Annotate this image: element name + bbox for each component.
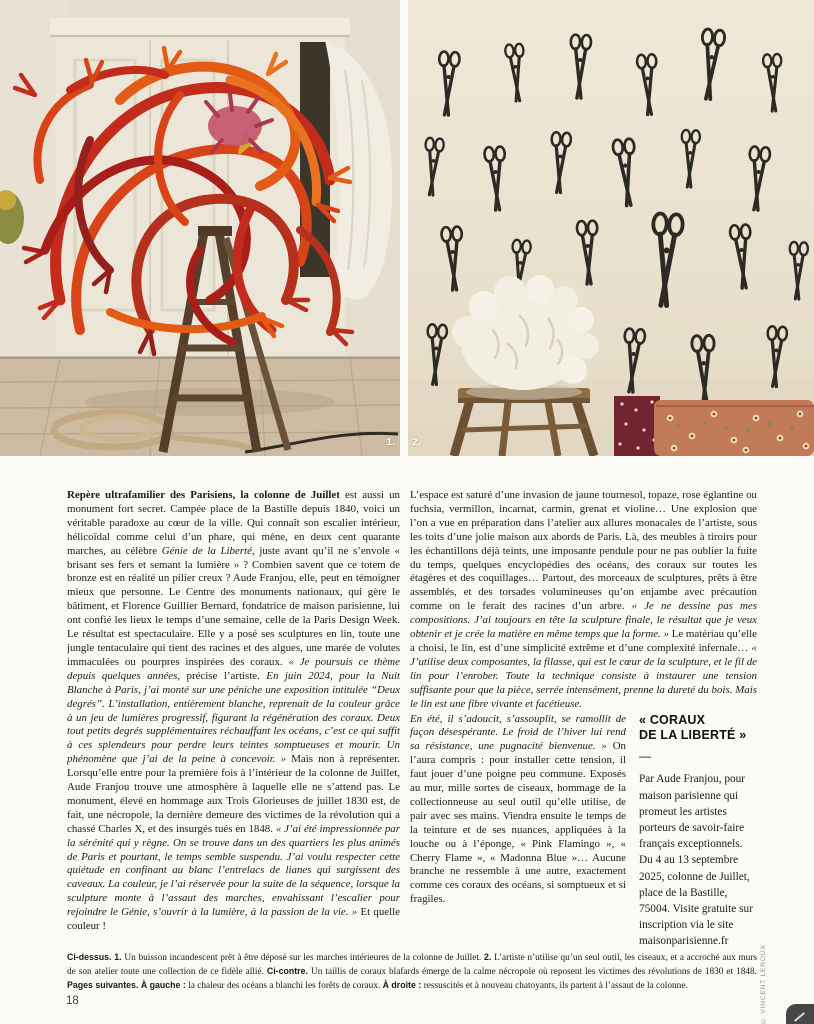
photo-coral-sculpture — [0, 0, 400, 456]
photo-label-2: 2. — [412, 436, 421, 448]
article-right-segment1: L’espace est saturé d’une invasion de jaune tournesol, topaze, rose églantine ou fuchsia, vermillon, incarnat, carmin, grenat et violine… Une explosion que l’on a vue en préparation dans l’atelier aux allures monacales de l’artiste, sous les toits d’une jolie maison aux abords de Paris. Là, des meubles à tiroirs pour les échantillons déjà teints, une imposante pendule pour ne pas oublier la fuite du temps, quelques encyclopédies des océans, des coraux sur toutes les étagères et des coquillages… Partout, des morceaux de sculptures, prêts à être assemblés, et des torsades volumineuses qu’on enjambe avec précaution comme on le ferait des racines d’un arbre. « Je ne dessine pas mes compositions. J’ai toujours en tête la sculpture finale, le résultat que je veux obtenir et je crée la matière en même temps que la forme. » Le matériau qu’elle a choisi, le lin, est d’une simplicité extrême et d’une complexité infernale… « J’utilise deux composantes, la filasse, qui est le cœur de la sculpture, et le fil de lin pour l’enrober. Toute la technique consiste à instaurer une tension suffisante pour que la pièce, serrée intensément, prenne la dureté du bois. Mais le lin est une fibre vivante et facétieuse. — [410, 489, 757, 710]
sidebar-heading-line2: DE LA LIBERTÉ » — [639, 728, 747, 742]
sidebar-heading-line1: « CORAUX — [639, 712, 706, 727]
article-right-segment2: En été, il s’adoucit, s’assouplit, se ramollit de façon désespérante. Le froid de l’hiver lui rend sa résistance, une pugnacité bienvenue. » On l’aura compris : pour installer cette tension, il faut jouer d’une poigne peu commune. Exposés au mur, mille sortes de ciseaux, hommage de la collectionneuse au seul outil qu’elle utilise, de pair avec ses mains. Viendra ensuite le temps de la teinture et de ses nuances, appliquées à la louche ou à l’éponge, « Pink Flamingo », « Cherry Flame », « Madonna Blue »… Aucune branche ne ressemble à une autre, exactement comme ces coraux des océans, si somptueux et si fragiles. — [410, 712, 626, 906]
photo-scissors-wall — [408, 0, 814, 456]
photographer-credit: © VINCENT LEROUX — [760, 944, 767, 1024]
sofa-cushions — [614, 396, 814, 456]
sidebar-body: Par Aude Franjou, pour maison parisienne qui promeut les artistes porteurs de savoir-faire français exceptionnels. Du 4 au 13 septembre 2025, colonne de Juillet, place de la Bastille, 75004. Visite gratuite sur inscription via le site maisonparisienne.fr — [639, 773, 753, 948]
photo-captions: Ci-dessus. 1. Un buisson incandescent prêt à être déposé sur les marches intérieures de la colonne de Juillet. 2. L’artiste n’utilise qu’un seul outil, les ciseaux, et a accroché aux murs de son atelier toute une collection de ce fidèle allié. Ci-contre. Un taillis de coraux blafards émerge de la calme nécropole où reposent les victimes des révolutions de 1830 et 1848. Pages suivantes. À gauche : la chaleur des océans a blanchi les forêts de coraux. À droite : ressuscités et à nouveau chatoyants, ils partent à l’assaut de la colonne. — [67, 952, 758, 991]
pen-icon — [794, 1012, 805, 1022]
exhibition-info-sidebar — [639, 713, 757, 950]
photo-label-1: 1. — [386, 436, 395, 448]
sidebar-dash: — — [639, 748, 651, 763]
article-left-column: Repère ultrafamilier des Parisiens, la colonne de Juillet est aussi un monument fort secret. Campée place de la Bastille depuis 1840, voici un véritable paradoxe au cœur de la ville. Qui connaît son escalier intérieur, hélicoïdal comme celui d’un phare, qui mène, en deux cent quarante marches, au célèbre Génie de la Liberté, juste avant qu’il ne s’envole « brisant ses fers et semant la lumière » ? Combien savent que ce totem de bronze est en réalité un pilier creux ? Aude Franjou, elle, peut en témoigner mieux que personne. Le Centre des monuments nationaux, qui gère le bâtiment, et Florence Guillier Bernard, fondatrice de maison parisienne, lui ont confié les lieux le temps d’une semaine, celle de la Paris Design Week. Le résultat est spectaculaire. Elle y a posé ses sculptures en lin, toute une jungle tentaculaire qui tient des racines et des algues, une marée de volutes immaculées ou pourpres inspirées des coraux. « Je poursuis ce thème depuis quelques années, précise l’artiste. En juin 2024, pour la Nuit Blanche à Paris, j’ai monté sur une péniche une exposition intitulée “Deux degrés”. L’installation, entièrement blanche, reprenait de la couleur grâce à un jeu de lumières progressif, figurant la régénération des coraux. Deux tout petits degrés supplémentaires réchauffant les océans, c’est ce qui suffit à ces splendeurs pour perdre leurs teintes somptueuses et mourir. Un phénomène que j’ai de la peine à concevoir. » Mais non à représenter. Lorsqu’elle entre pour la première fois à l’intérieur de la colonne de Juillet, Aude Franjou trouve une atmosphère à laquelle elle ne s’attend pas. Le monument, élevé en hommage aux Trois Glorieuses de juillet 1830 est, de fait, une nécropole, la dernière demeure des victimes de la révolution qui a chassé Charles X, et des insurgés tués en 1848. « J’ai été impressionnée par la sérénité qui y règne. On se trouve dans un des quartiers les plus animés de Paris et pourtant, le temps semble suspendu. J’ai voulu respecter cette quiétude en confinant au blanc l’entrelacs de lianes qui surgissent des caveaux. La couleur, je l’ai réservée pour la suite de la séquence, lorsque la sculpture monte à l’assaut des marches, envahissant l’escalier pour rejoindre le Génie, s’ouvrir à la lumière, à la passion de la vie. » Et quelle couleur ! — [67, 489, 400, 933]
scissors-wall-illustration — [408, 0, 814, 456]
floating-corner-button[interactable] — [786, 1004, 814, 1024]
article-right-column — [410, 489, 757, 951]
coral-sculpture-illustration — [0, 0, 400, 456]
page-number: 18 — [66, 995, 79, 1007]
